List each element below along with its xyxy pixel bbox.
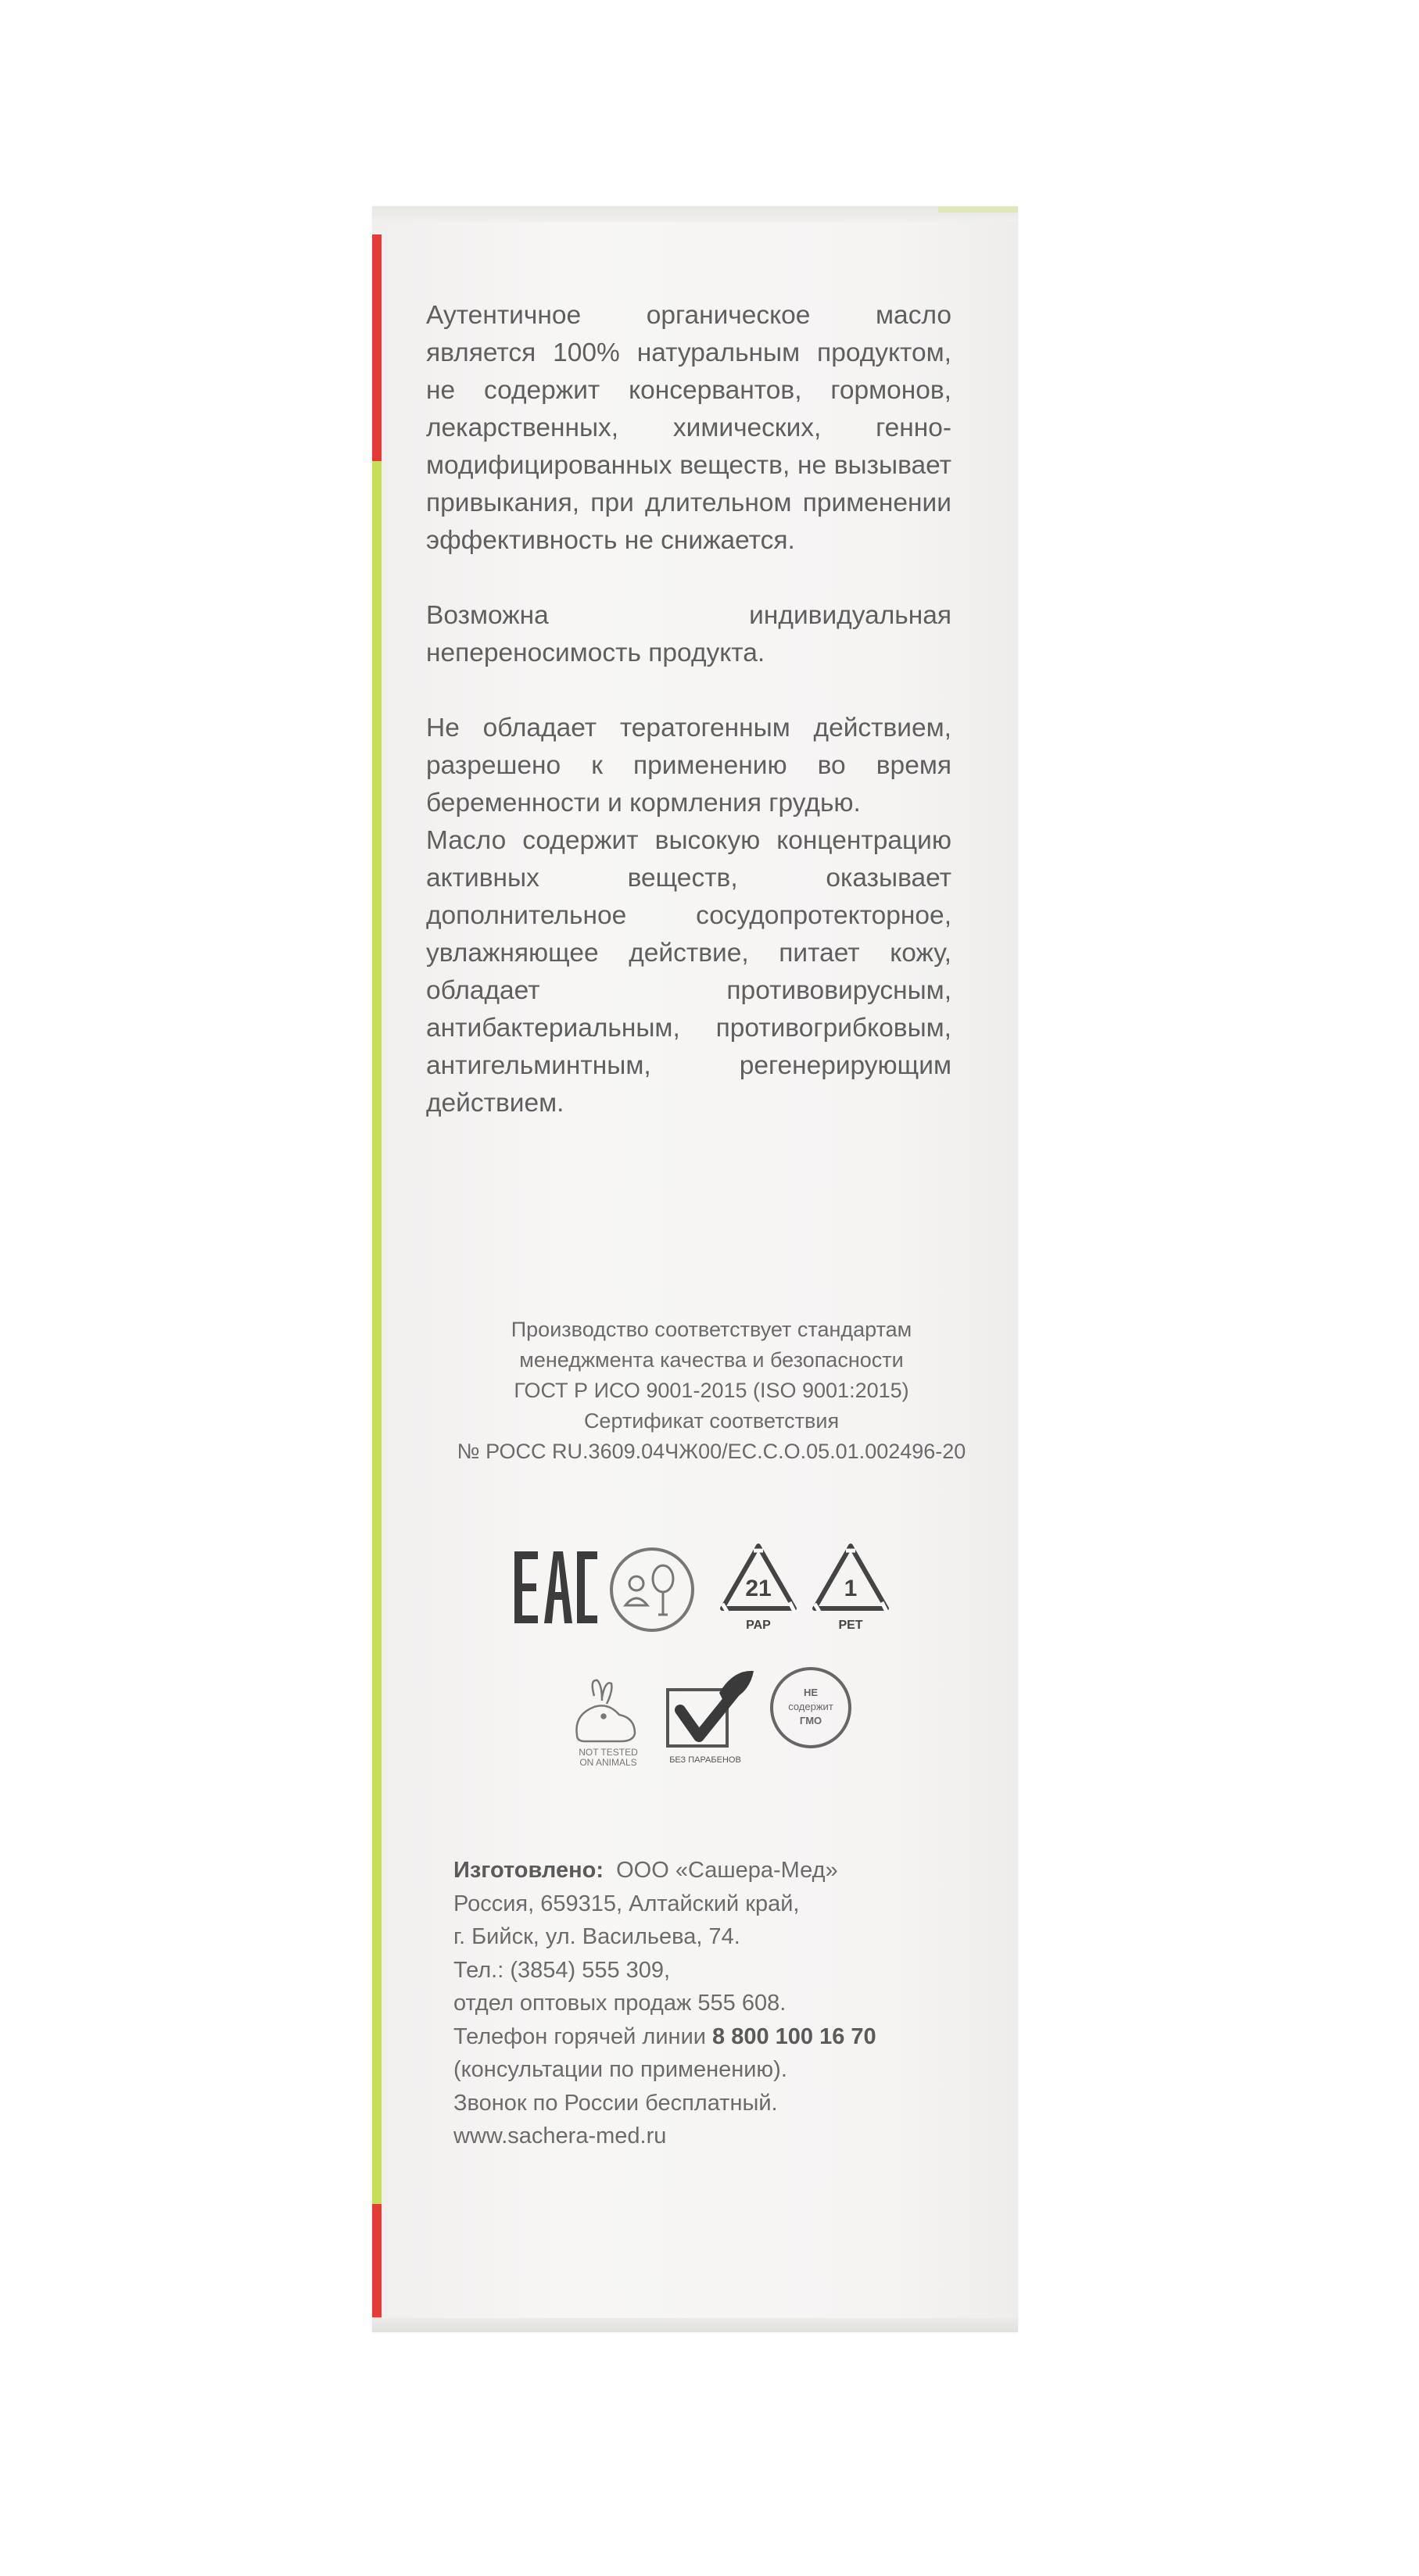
recycle-pet-label: PET — [838, 1619, 863, 1632]
hotline-number: 8 800 100 16 70 — [712, 2023, 876, 2049]
red-stripe-bottom — [372, 2204, 382, 2317]
rabbit-not-tested-icon — [554, 1674, 663, 1768]
cert-line-2: менеджмента качества и безопасности — [519, 1348, 904, 1372]
manufacturer-address-2: г. Бийск, ул. Васильева, 74. — [453, 1924, 740, 1949]
manufacturer-address-1: Россия, 659315, Алтайский край, — [453, 1891, 800, 1916]
product-description — [426, 297, 951, 1122]
recycle-pap-number: 21 — [745, 1576, 772, 1601]
recycle-pet-number: 1 — [844, 1576, 858, 1601]
description-paragraph-1: Аутентичное органическое масло является 100% натуральным продуктом, не содержит консервантов, гормонов, лекарственных, химических, генно-модифицированных веществ, не вызывает привыкания, при длительном применении эффективность не снижается. — [426, 301, 951, 555]
recycle-pap-icon — [715, 1541, 802, 1635]
eac-mark-icon — [513, 1544, 599, 1630]
description-paragraph-4: Масло содержит высокую концентрацию активных веществ, оказывает дополнительное сосудопротекторное, увлажняющее действие, питает кожу, обладает противовирусным, антибактериальным, противогрибковым, антигельминтным, регенерирующим действием. — [426, 826, 951, 1118]
red-stripe-top — [372, 234, 382, 461]
no-gmo-line3: ГМО — [799, 1715, 822, 1726]
recycle-pet-icon — [807, 1541, 894, 1635]
manufacturer-block — [453, 1854, 1016, 2153]
manufacturer-line — [453, 1854, 1016, 1887]
cert-line-4: Сертификат соответствия — [583, 1409, 840, 1433]
box-top-edge-accent — [938, 206, 1018, 213]
cert-line-5: № РОСС RU.3609.04ЧЖ00/ЕС.С.О.05.01.002496-20 — [457, 1440, 966, 1463]
hotline-line — [453, 2020, 1016, 2054]
no-gmo-line1: НЕ — [803, 1687, 819, 1698]
not-tested-line1: NOT TESTED — [579, 1747, 638, 1758]
no-gmo-icon — [768, 1665, 854, 1751]
hotline-label: Телефон горячей линии — [453, 2023, 706, 2049]
manufacturer-website: www.sachera-med.ru — [453, 2123, 667, 2148]
manufacturer-wholesale: отдел оптовых продаж 555 608. — [453, 1991, 787, 2016]
green-stripe — [372, 461, 382, 2204]
description-paragraph-3: Не обладает тератогенным действием, разрешено к применению во время беременности и кормления грудью. — [426, 714, 951, 818]
manufacturer-phone: Тел.: (3854) 555 309, — [453, 1957, 671, 1983]
recycle-pap-label: PAP — [746, 1619, 771, 1632]
description-paragraph-2: Возможна индивидуальная непереносимость продукта. — [426, 601, 951, 667]
not-tested-line2: ON ANIMALS — [579, 1757, 637, 1768]
box-top-edge — [372, 206, 1018, 222]
cert-line-1: Производство соответствует стандартам — [511, 1318, 912, 1341]
manufacturer-label: Изготовлено: — [453, 1858, 604, 1883]
manufacturer-consult: (консультации по применению). — [453, 2057, 787, 2082]
no-parabens-icon — [657, 1665, 758, 1766]
box-bottom-edge — [372, 2318, 1018, 2332]
no-gmo-line2: содержит — [788, 1701, 833, 1712]
manufacturer-free-call: Звонок по России бесплатный. — [453, 2090, 778, 2116]
cert-line-3: ГОСТ Р ИСО 9001-2015 (ISO 9001:2015) — [514, 1379, 909, 1402]
certification-block — [438, 1315, 985, 1467]
no-parabens-label: БЕЗ ПАРАБЕНОВ — [669, 1755, 741, 1765]
cosmetic-mirror-icon — [608, 1546, 696, 1633]
manufacturer-company: ООО «Сашера-Мед» — [616, 1858, 838, 1883]
